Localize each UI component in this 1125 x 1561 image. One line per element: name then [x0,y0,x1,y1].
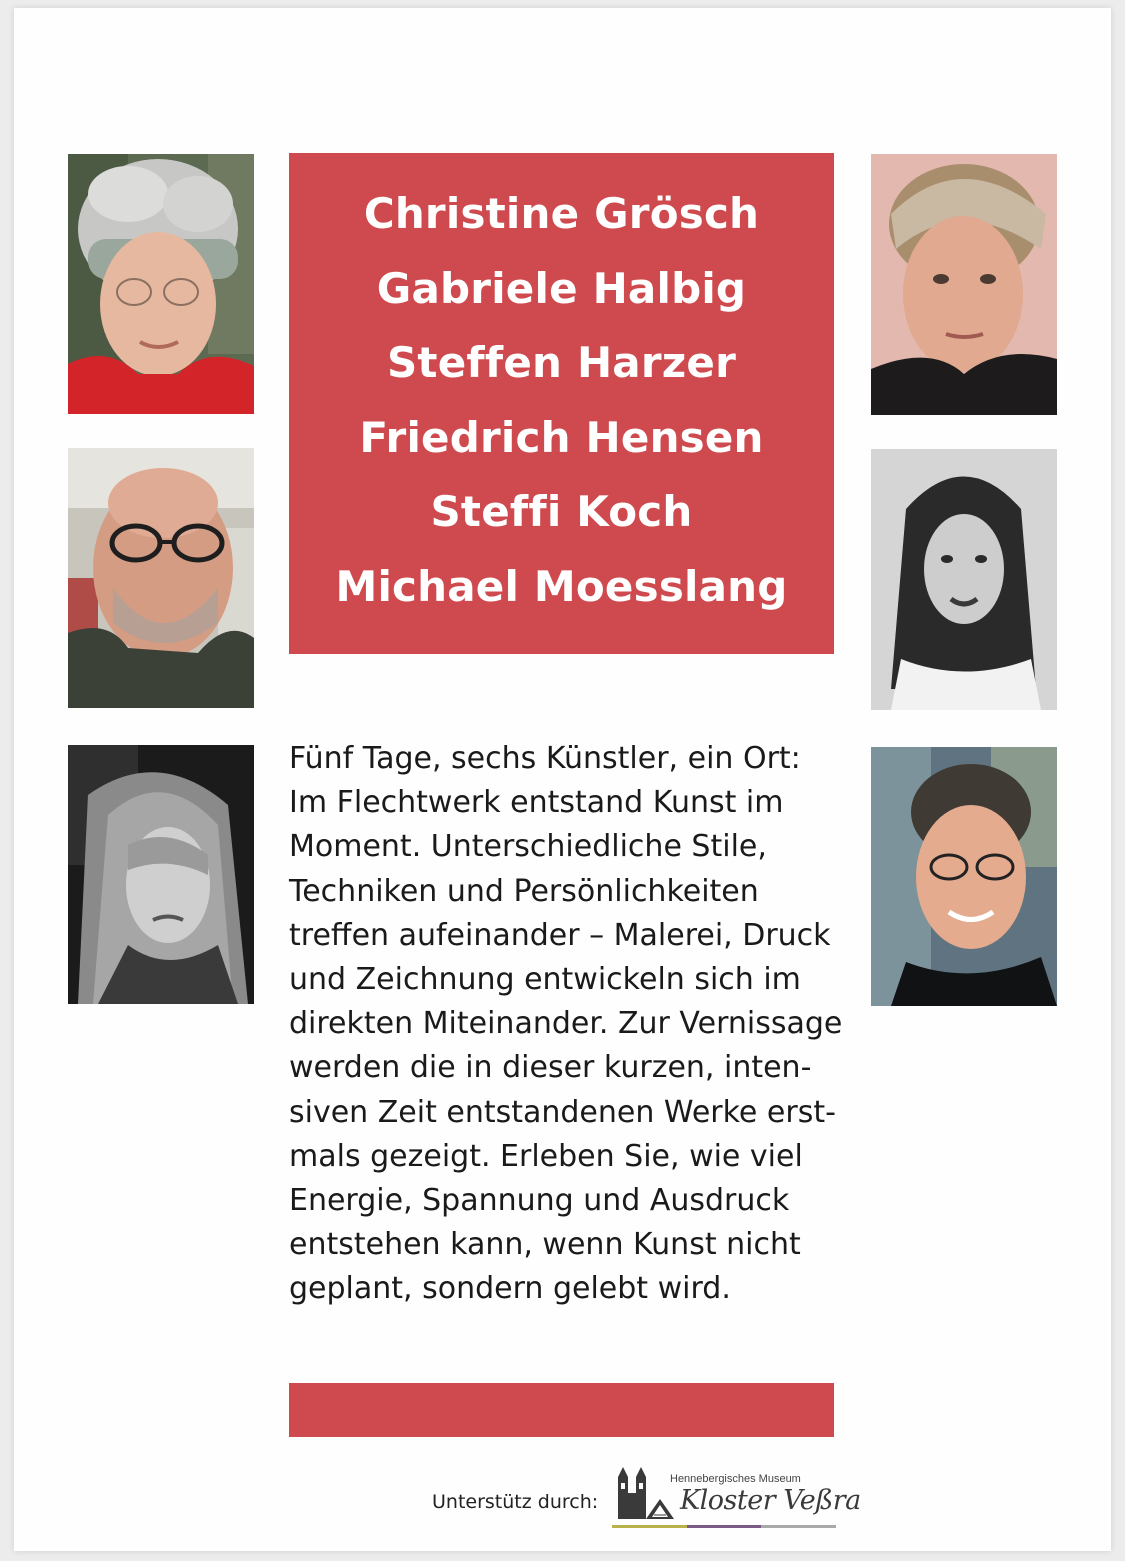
portrait-photo-6 [871,747,1057,1006]
description-line: und Zeichnung entwickeln sich im [289,962,801,998]
portrait-photo-3 [68,745,254,1004]
logo-name-text: Kloster Veßra [680,1485,861,1516]
artist-name: Christine Grösch [363,189,760,238]
description-line: direkten Miteinander. Zur Vernissage [289,1006,843,1042]
accent-bar [289,1383,834,1437]
description-line: werden die in dieser kurzen, inten- [289,1050,812,1086]
portrait-photo-1 [68,154,254,414]
description-line: entstehen kann, wenn Kunst nicht [289,1227,801,1263]
event-description [289,737,849,1312]
artist-names-box [289,153,834,654]
logo-color-stripe [612,1525,836,1528]
description-line: Techniken und Persönlichkeiten [289,873,759,909]
museum-logo [612,1463,861,1533]
artist-name: Friedrich Hensen [359,412,764,462]
description-line: Energie, Spannung und Ausdruck [289,1183,790,1219]
church-icon [612,1463,676,1521]
logo-museum-text: Hennebergisches Museum [670,1473,801,1485]
description-line: Moment. Unterschiedliche Stile, [289,829,767,865]
artist-name: Michael Moesslang [335,561,788,611]
description-line: treffen aufeinander – Malerei, Druck [289,917,831,953]
portrait-photo-4 [871,154,1057,415]
portrait-photo-2 [68,448,254,708]
description-line: mals gezeigt. Erleben Sie, wie viel [289,1138,803,1174]
support-label: Unterstütz durch: [432,1491,599,1513]
description-line: Im Flechtwerk entstand Kunst im [289,785,784,821]
description-line: geplant, sondern gelebt wird. [289,1271,731,1307]
description-line: siven Zeit entstandenen Werke erst- [289,1094,836,1130]
artist-name: Steffi Koch [430,487,693,537]
description-line: Fünf Tage, sechs Künstler, ein Ort: [289,741,801,776]
artist-name: Gabriele Halbig [376,263,747,313]
poster-page [14,8,1111,1551]
portrait-photo-5 [871,449,1057,710]
artist-name: Steffen Harzer [386,338,736,388]
